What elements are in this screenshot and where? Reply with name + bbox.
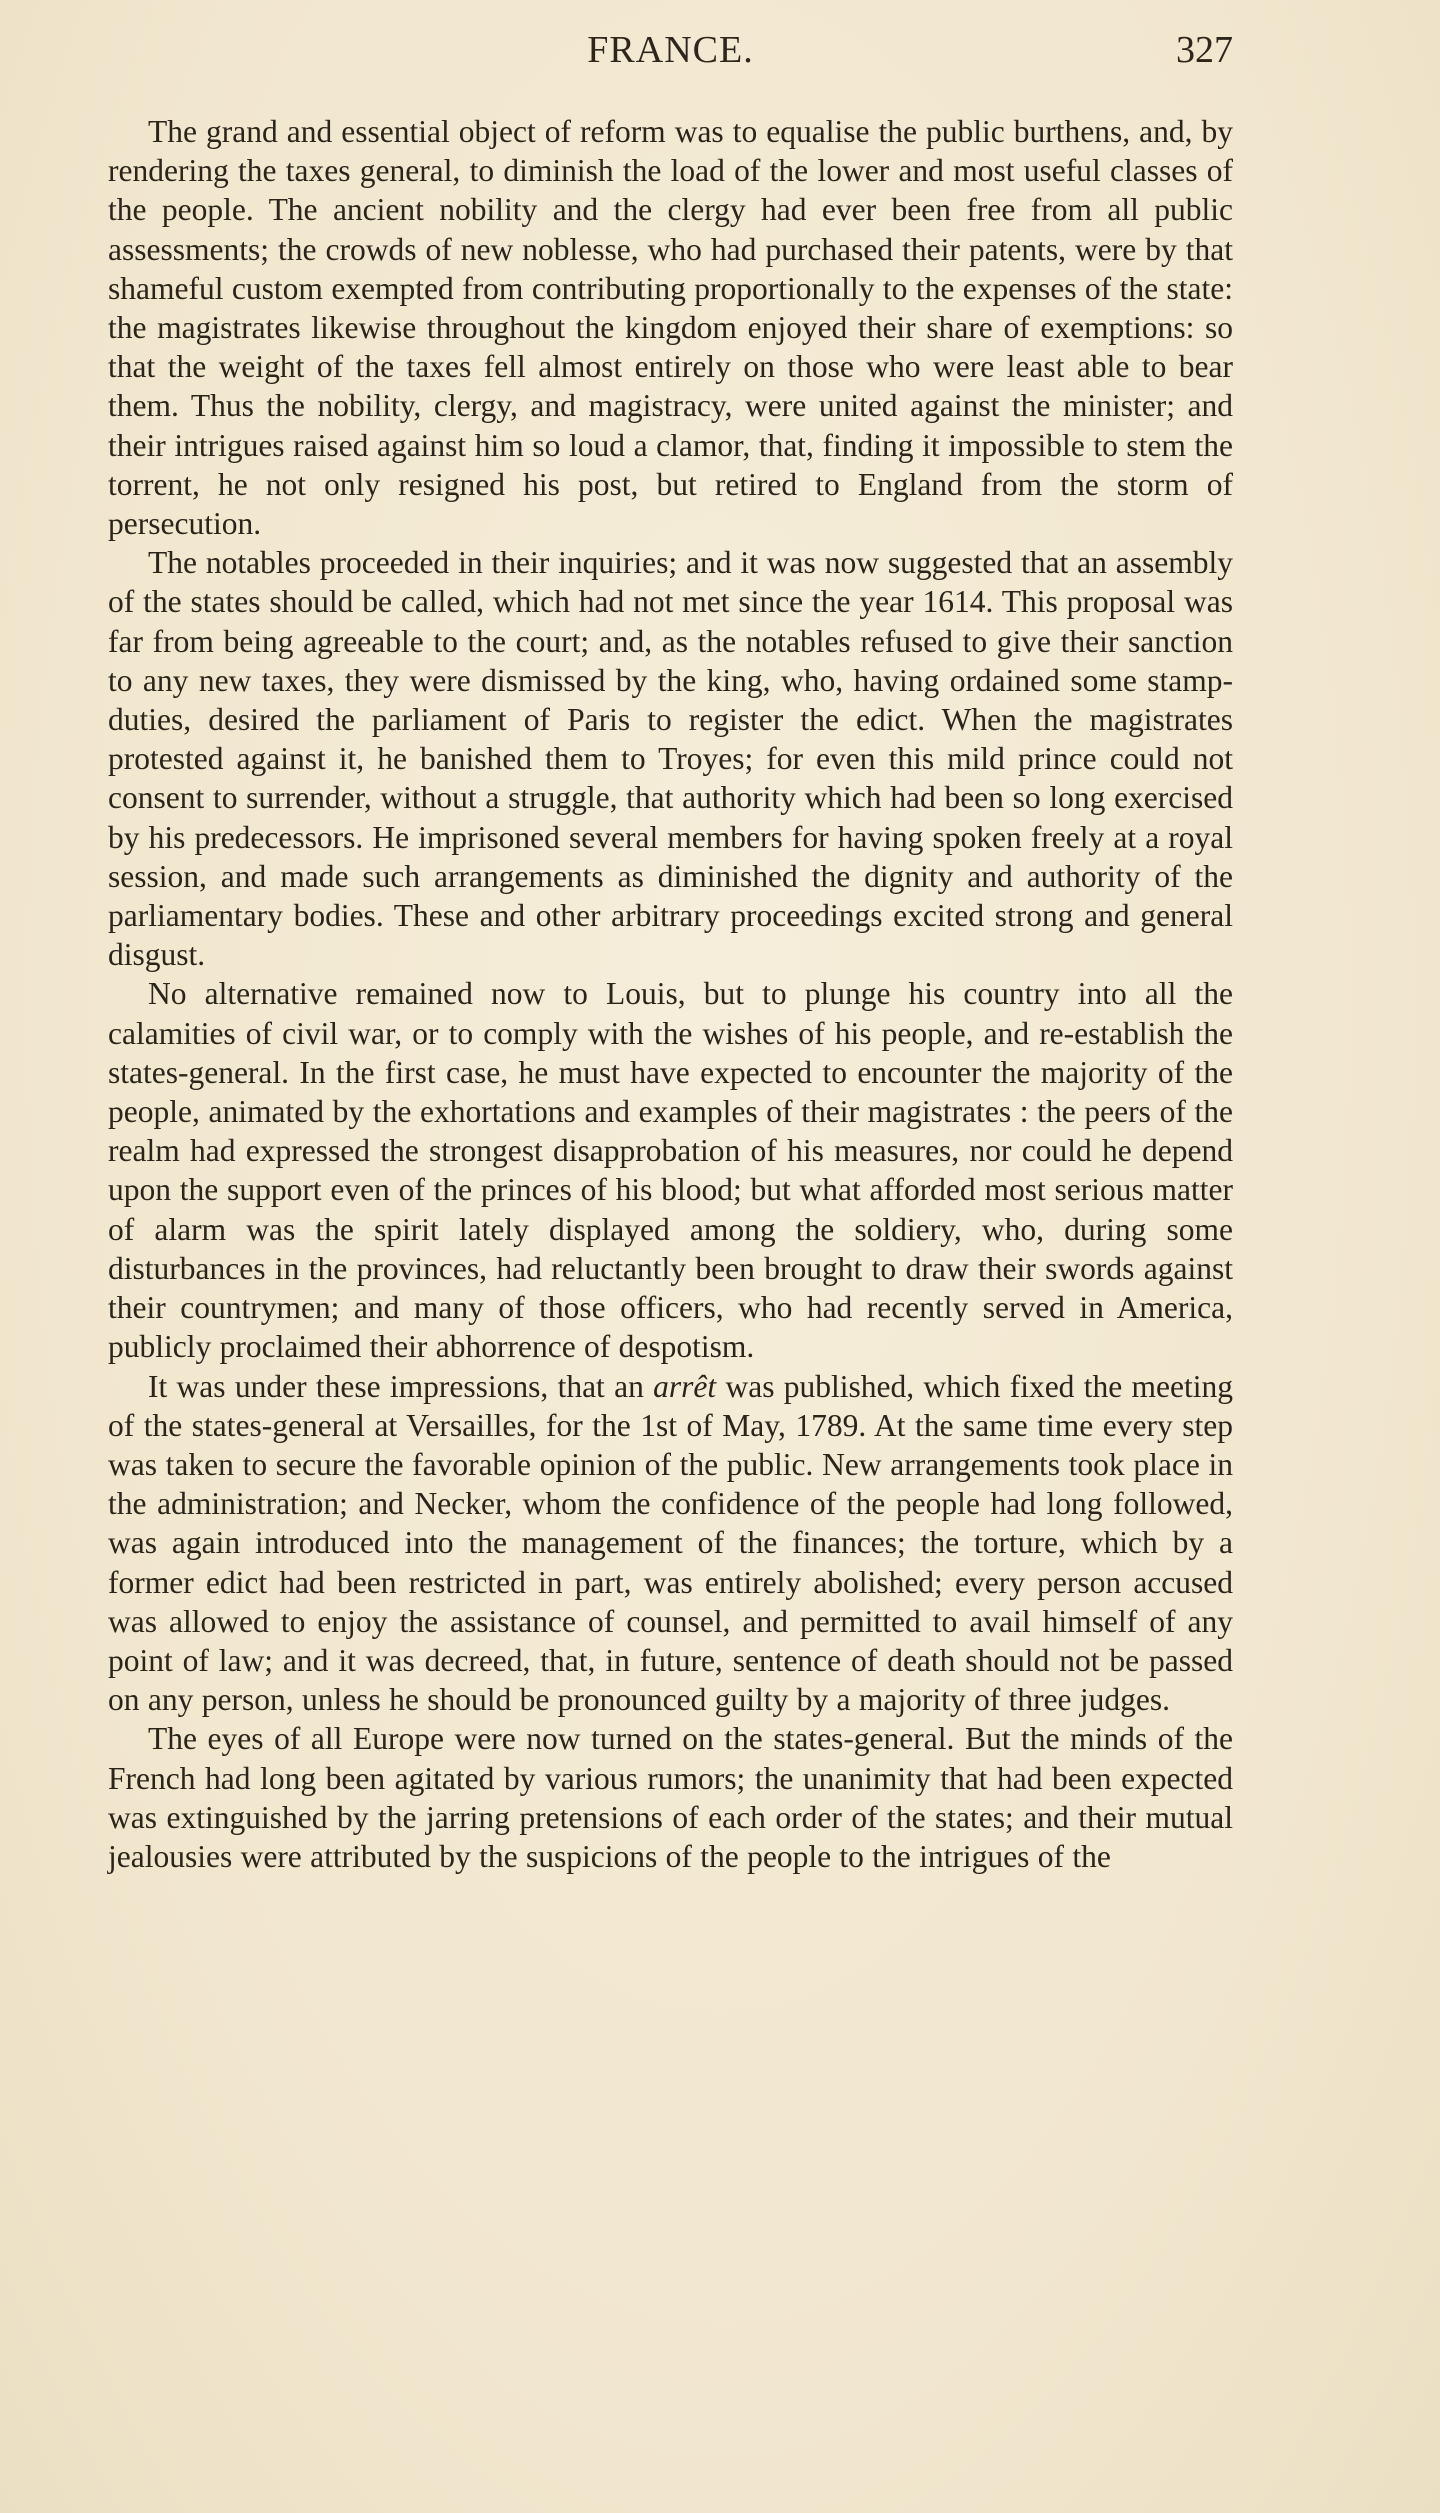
- paragraph-arret-italic: arrêt: [653, 1368, 717, 1404]
- paragraph-alternative: No alternative remained now to Louis, but to plunge his country into all the calamities of civil war, or to comply with the wishes of his people, and re-establish the states-general. In the first case, he must have expected to encounter the majority of the people, animated by the exhortations and examples of their magistrates : the peers of the realm had expressed the strongest disapprobation of his measures, nor could he depend upon the support even of the princes of his blood; but what afforded most serious matter of alarm was the spirit lately displayed among the soldiery, who, during some disturbances in the provinces, had reluctantly been brought to draw their swords against their countrymen; and many of those officers, who had recently served in America, publicly proclaimed their abhorrence of despotism.: [108, 976, 1233, 1365]
- paragraph-notables: The notables proceeded in their inquiries; and it was now suggested that an assembly of the states should be called, which had not met since the year 1614. This proposal was far from being agreeable to the court; and, as the notables refused to give their sanction to any new taxes, they were dismissed by the king, who, having ordained some stamp-duties, desired the parliament of Paris to register the edict. When the magistrates protested against it, he banished them to Troyes; for even this mild prince could not consent to surrender, without a struggle, that authority which had been so long exercised by his predecessors. He imprisoned several members for having spoken freely at a royal session, and made such arrangements as diminished the dignity and authority of the parliamentary bodies. These and other arbitrary proceedings excited strong and general disgust.: [108, 545, 1233, 973]
- paragraph-arret: [108, 1367, 1233, 1720]
- paragraph-reform: The grand and essential object of reform was to equalise the public burthens, and, by rendering the taxes general, to diminish the load of the lower and most useful classes of the people. The ancient nobility and the clergy had ever been free from all public assessments; the crowds of new noblesse, who had purchased their patents, were by that shameful custom exempted from contributing proportionally to the expenses of the state: the magistrates likewise throughout the kingdom enjoyed their share of exemptions: so that the weight of the taxes fell almost entirely on those who were least able to bear them. Thus the nobility, clergy, and magistracy, were united against the minister; and their intrigues raised against him so loud a clamor, that, finding it impossible to stem the torrent, he not only resigned his post, but retired to England from the storm of persecution.: [108, 114, 1233, 542]
- body-text: [108, 112, 1233, 1876]
- page-number: 327: [1176, 29, 1233, 71]
- paragraph-states-general: The eyes of all Europe were now turned on the states-general. But the minds of the French had long been agitated by various rumors; the unanimity that had been expected was extinguished by the jarring pretensions of each order of the states; and their mutual jealousies were attributed by the suspicions of the people to the intrigues of the: [108, 1721, 1233, 1874]
- paragraph-arret-text-before: It was under these impressions, that an: [148, 1368, 654, 1404]
- running-title: FRANCE.: [587, 29, 754, 71]
- paragraph-arret-text-after: was published, which fixed the meeting of the states-general at Versailles, for the 1st of May, 1789. At the same time every step was taken to secure the favorable opinion of the public. New arrangements took place in the administration; and Necker, whom the confidence of the people had long followed, was again introduced into the management of the finances; the torture, which by a former edict had been restricted in part, was entirely abolished; every person accused was allowed to enjoy the assistance of counsel, and permitted to avail himself of any point of law; and it was decreed, that, in future, sentence of death should not be passed on any person, unless he should be pronounced guilty by a majority of three judges.: [108, 1368, 1233, 1718]
- running-head: [108, 28, 1233, 88]
